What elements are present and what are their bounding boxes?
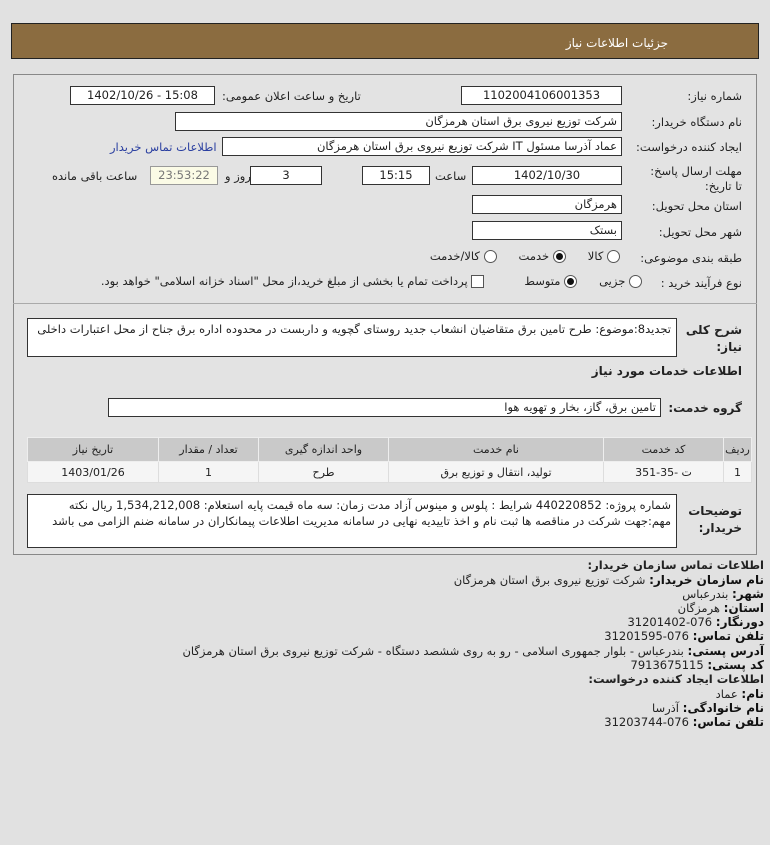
province-field: هرمزگان — [472, 195, 622, 214]
need-number-field: 1102004106001353 — [461, 86, 622, 105]
col-name: نام خدمت — [389, 438, 604, 462]
col-quantity: تعداد / مقدار — [159, 438, 259, 462]
radio-selected-icon — [553, 250, 566, 263]
table-row — [28, 462, 752, 483]
cell-date: 1403/01/26 — [28, 462, 159, 483]
treasury-payment-checkbox[interactable]: پرداخت تمام یا بخشی از مبلغ خرید،از محل "اسناد خزانه اسلامی" خواهد بود. — [101, 274, 484, 288]
table-header-row — [28, 438, 752, 462]
need-number-label: شماره نیاز: — [687, 89, 742, 103]
radio-icon — [484, 250, 497, 263]
contact-heading: اطلاعات تماس سازمان خریدار: — [587, 558, 764, 572]
radio-icon — [629, 275, 642, 288]
deadline-date-field: 1402/10/30 — [472, 166, 622, 185]
remaining-time-field: 23:53:22 — [150, 166, 218, 185]
buyer-contact-link[interactable]: اطلاعات تماس خریدار — [110, 140, 217, 154]
category-goods-radio[interactable]: کالا — [588, 249, 620, 263]
radio-selected-icon — [564, 275, 577, 288]
services-heading: اطلاعات خدمات مورد نیاز — [591, 364, 742, 378]
announce-field: 1402/10/26 - 15:08 — [70, 86, 215, 105]
col-code: کد خدمت — [604, 438, 724, 462]
page-header — [11, 23, 759, 59]
days-label: روز و — [225, 169, 251, 183]
description-label: شرح کلی نیاز: — [685, 323, 742, 354]
postal-value: 7913675115 — [630, 658, 704, 672]
cell-quantity: 1 — [159, 462, 259, 483]
address-label: آدرس پستی: — [687, 644, 764, 658]
process-minor-radio[interactable]: جزیی — [599, 274, 642, 288]
divider — [13, 303, 757, 304]
deadline-time-field: 15:15 — [362, 166, 430, 185]
address-value: بندرعباس - بلوار جمهوری اسلامی - رو به روی ششصد دستگاه - شرکت توزیع نیروی برق استان هرمزگان — [182, 644, 684, 658]
notes-field: شماره پروژه: 440220852 شرایط : پلوس و مینوس آزاد مدت زمان: سه ماه قیمت پایه استعلام: 1,534,212,008 ریال نکته مهم:جهت شرکت در مناقصه ها ثبت نام و اخذ تاییدیه نهایی در سامانه مدیریت اطلاعات پیمانکاران در سامانه ضنم الزامی می باشد — [27, 494, 677, 548]
city-label: شهر محل تحویل: — [658, 225, 742, 239]
phone-value: 076-31201595 — [604, 629, 689, 643]
org-value: شرکت توزیع نیروی برق استان هرمزگان — [453, 573, 646, 587]
col-date: تاریخ نیاز — [28, 438, 159, 462]
phone-label: تلفن تماس: — [692, 629, 764, 643]
col-unit: واحد اندازه گیری — [259, 438, 389, 462]
service-group-field: تامین برق، گاز، بخار و تهویه هوا — [108, 398, 661, 417]
page-title: جزئیات اطلاعات نیاز — [565, 36, 668, 50]
category-goods-service-radio[interactable]: کالا/خدمت — [430, 249, 497, 263]
category-service-radio[interactable]: خدمت — [519, 249, 566, 263]
cell-unit: طرح — [259, 462, 389, 483]
days-field: 3 — [250, 166, 322, 185]
city-field: بستک — [472, 221, 622, 240]
service-group-label: گروه خدمت: — [668, 401, 742, 415]
process-medium-radio[interactable]: متوسط — [524, 274, 577, 288]
creator-heading: اطلاعات ایجاد کننده درخواست: — [588, 672, 764, 686]
buyer-label: نام دستگاه خریدار: — [651, 115, 742, 129]
deadline-label: مهلت ارسال پاسخ: تا تاریخ: — [650, 164, 742, 193]
name-label: نام: — [741, 687, 764, 701]
radio-icon — [607, 250, 620, 263]
category-label: طبقه بندی موضوعی: — [640, 251, 742, 265]
process-label: نوع فرآیند خرید : — [660, 276, 742, 290]
checkbox-icon — [471, 275, 484, 288]
city-value: بندرعباس — [682, 587, 729, 601]
creator-phone-label: تلفن تماس: — [692, 715, 764, 729]
cell-name: تولید، انتقال و توزیع برق — [389, 462, 604, 483]
family-value: آذرسا — [651, 701, 679, 715]
province-label: استان: — [723, 601, 764, 615]
buyer-field: شرکت توزیع نیروی برق استان هرمزگان — [175, 112, 622, 131]
time-label: ساعت — [435, 169, 467, 183]
org-label: نام سازمان خریدار: — [649, 573, 764, 587]
creator-phone-value: 076-31203744 — [604, 715, 689, 729]
fax-label: دورنگار: — [715, 615, 764, 629]
creator-field: عماد آذرسا مسئول IT شرکت توزیع نیروی برق استان هرمزگان — [222, 137, 622, 156]
announce-label: تاریخ و ساعت اعلان عمومی: — [222, 89, 361, 103]
remaining-label: ساعت باقی مانده — [52, 169, 138, 183]
name-value: عماد — [715, 687, 738, 701]
col-row: ردیف — [724, 438, 752, 462]
description-field: تجدید8:موضوع: طرح تامین برق متقاضیان انشعاب جدید روستای گچویه و داربست در محدوده اداره برق جناح از محل اعتبارات داخلی — [27, 318, 677, 357]
city-label: شهر: — [732, 587, 764, 601]
cell-code: ت -35-351 — [604, 462, 724, 483]
fax-value: 076-31201402 — [627, 615, 713, 629]
cell-row: 1 — [724, 462, 752, 483]
family-label: نام خانوادگی: — [682, 701, 764, 715]
province-label: استان محل تحویل: — [651, 199, 742, 213]
creator-label: ایجاد کننده درخواست: — [636, 140, 742, 154]
province-value: هرمزگان — [677, 601, 720, 615]
postal-label: کد پستی: — [707, 658, 764, 672]
services-table — [27, 437, 752, 483]
notes-label: توضیحات خریدار: — [688, 504, 742, 535]
